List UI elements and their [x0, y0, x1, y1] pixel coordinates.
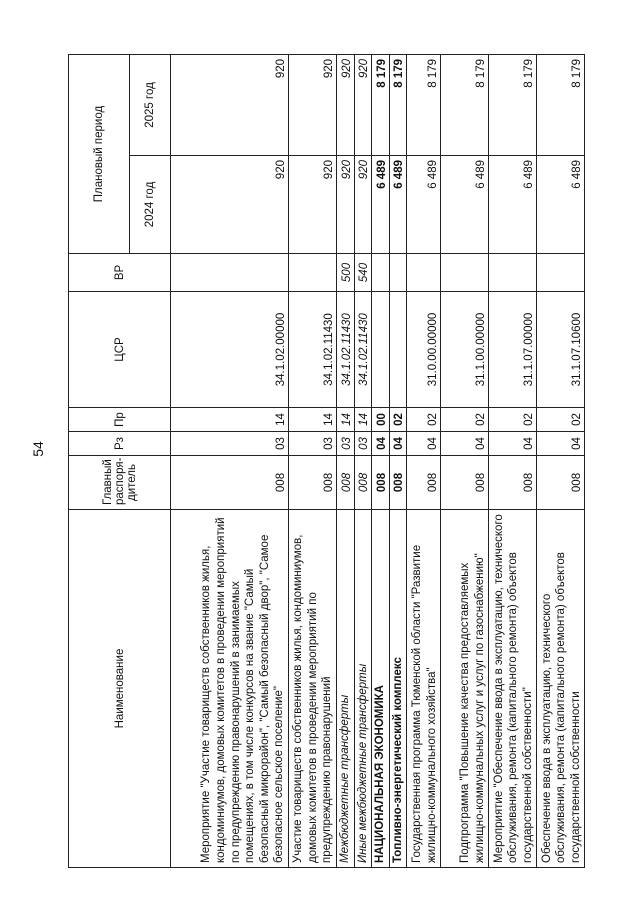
row-name: Государственная программа Тюменской области "Развитие жилищно-коммунального хозяйства" — [407, 510, 441, 868]
row-amount-2024: 920 — [289, 156, 337, 254]
header-pr: Пр — [69, 408, 171, 432]
row-csr: 31.1.07.10600 — [537, 292, 585, 408]
row-rz: 04 — [372, 432, 390, 456]
row-csr: 34.1.02.11430 — [337, 292, 355, 408]
row-administrator: 008 — [372, 456, 390, 510]
row-vr — [441, 254, 489, 292]
row-administrator: 008 — [289, 456, 337, 510]
row-rz: 03 — [337, 432, 355, 456]
row-csr: 34.1.02.11430 — [354, 292, 372, 408]
row-rz: 03 — [171, 432, 289, 456]
header-csr: ЦСР — [69, 292, 171, 408]
row-csr — [372, 292, 390, 408]
row-csr: 31.0.00.00000 — [407, 292, 441, 408]
row-amount-2025: 8 179 — [389, 54, 407, 155]
row-pr: 00 — [372, 408, 390, 432]
row-amount-2025: 8 179 — [372, 54, 390, 155]
row-csr: 31.1.00.00000 — [441, 292, 489, 408]
table-row — [289, 54, 337, 867]
row-rz: 04 — [537, 432, 585, 456]
header-rz: Рз — [69, 432, 171, 456]
row-amount-2024: 920 — [354, 156, 372, 254]
row-name: Топливно-энергетический комплекс — [389, 510, 407, 868]
row-amount-2024: 6 489 — [441, 156, 489, 254]
row-amount-2024: 920 — [337, 156, 355, 254]
row-pr: 14 — [289, 408, 337, 432]
header-year-2025: 2025 год — [130, 54, 171, 155]
row-rz: 03 — [289, 432, 337, 456]
page-number: 54 — [30, 441, 46, 457]
row-csr — [389, 292, 407, 408]
table-row — [407, 54, 441, 867]
row-amount-2024: 920 — [171, 156, 289, 254]
row-rz: 04 — [389, 432, 407, 456]
table-row — [537, 54, 585, 867]
row-amount-2025: 920 — [337, 54, 355, 155]
row-name: Мероприятие "Участие товариществ собственников жилья, кондоминиумов, домовых комитетов в проведении мероприятий по предупреждению правонарушений в занимаемых помещениях, в том числе конкурсов на звание "Самый безопасный микрорайон", "Самый безопасный двор", "Самое безопасное сельское поселение" — [171, 510, 289, 868]
row-name: Подпрограмма "Повышение качества предоставляемых жилищно-коммунальных услуг и услуг по газоснабжению" — [441, 510, 489, 868]
header-name: Наименование — [69, 510, 171, 868]
row-pr: 02 — [489, 408, 537, 432]
row-administrator: 008 — [537, 456, 585, 510]
row-amount-2024: 6 489 — [372, 156, 390, 254]
table-row — [171, 54, 289, 867]
row-rz: 04 — [489, 432, 537, 456]
table-row — [489, 54, 537, 867]
row-amount-2025: 8 179 — [441, 54, 489, 155]
row-administrator: 008 — [489, 456, 537, 510]
header-year-2024: 2024 год — [130, 156, 171, 254]
row-vr: 540 — [354, 254, 372, 292]
row-pr: 02 — [407, 408, 441, 432]
table-row — [441, 54, 489, 867]
row-name: Иные межбюджетные трансферты — [354, 510, 372, 868]
row-pr: 02 — [441, 408, 489, 432]
header-vr: ВР — [69, 254, 171, 292]
row-csr: 31.1.07.00000 — [489, 292, 537, 408]
table-row — [372, 54, 390, 867]
row-amount-2024: 6 489 — [407, 156, 441, 254]
row-vr — [372, 254, 390, 292]
row-csr: 34.1.02.11430 — [289, 292, 337, 408]
row-amount-2024: 6 489 — [537, 156, 585, 254]
table-row — [389, 54, 407, 867]
row-vr — [537, 254, 585, 292]
row-vr — [489, 254, 537, 292]
row-vr — [407, 254, 441, 292]
row-amount-2025: 8 179 — [489, 54, 537, 155]
row-vr: 500 — [337, 254, 355, 292]
row-rz: 04 — [441, 432, 489, 456]
row-administrator: 008 — [407, 456, 441, 510]
row-rz: 04 — [407, 432, 441, 456]
row-amount-2025: 8 179 — [407, 54, 441, 155]
row-name: НАЦИОНАЛЬНАЯ ЭКОНОМИКА — [372, 510, 390, 868]
row-amount-2025: 920 — [354, 54, 372, 155]
row-administrator: 008 — [354, 456, 372, 510]
row-administrator: 008 — [171, 456, 289, 510]
row-pr: 02 — [537, 408, 585, 432]
row-amount-2024: 6 489 — [389, 156, 407, 254]
row-name: Участие товариществ собственников жилья, кондоминиумов, домовых комитетов в проведении мероприятий по предупреждению правонарушений — [289, 510, 337, 868]
row-pr: 02 — [389, 408, 407, 432]
row-administrator: 008 — [389, 456, 407, 510]
row-vr — [289, 254, 337, 292]
row-amount-2025: 8 179 — [537, 54, 585, 155]
row-vr — [171, 254, 289, 292]
row-vr — [389, 254, 407, 292]
row-amount-2025: 920 — [171, 54, 289, 155]
row-pr: 14 — [171, 408, 289, 432]
row-csr: 34.1.02.00000 — [171, 292, 289, 408]
budget-table — [68, 54, 585, 868]
row-name: Мероприятие "Обеспечение ввода в эксплуатацию, технического обслуживания, ремонта (капитального ремонта) объектов государственной собственности" — [489, 510, 537, 868]
row-rz: 03 — [354, 432, 372, 456]
row-amount-2025: 920 — [289, 54, 337, 155]
table-row — [337, 54, 355, 867]
rotated-table-container — [68, 55, 632, 868]
row-pr: 14 — [354, 408, 372, 432]
row-administrator: 008 — [337, 456, 355, 510]
row-name: Межбюджетные трансферты — [337, 510, 355, 868]
header-plan-period: Плановый период — [69, 54, 130, 253]
row-pr: 14 — [337, 408, 355, 432]
table-row — [354, 54, 372, 867]
row-name: Обеспечение ввода в эксплуатацию, технического обслуживания, ремонта (капитального ремонта) объектов государственной собственности — [537, 510, 585, 868]
row-amount-2024: 6 489 — [489, 156, 537, 254]
header-administrator: Главный распоря-дитель — [69, 456, 171, 510]
row-administrator: 008 — [441, 456, 489, 510]
